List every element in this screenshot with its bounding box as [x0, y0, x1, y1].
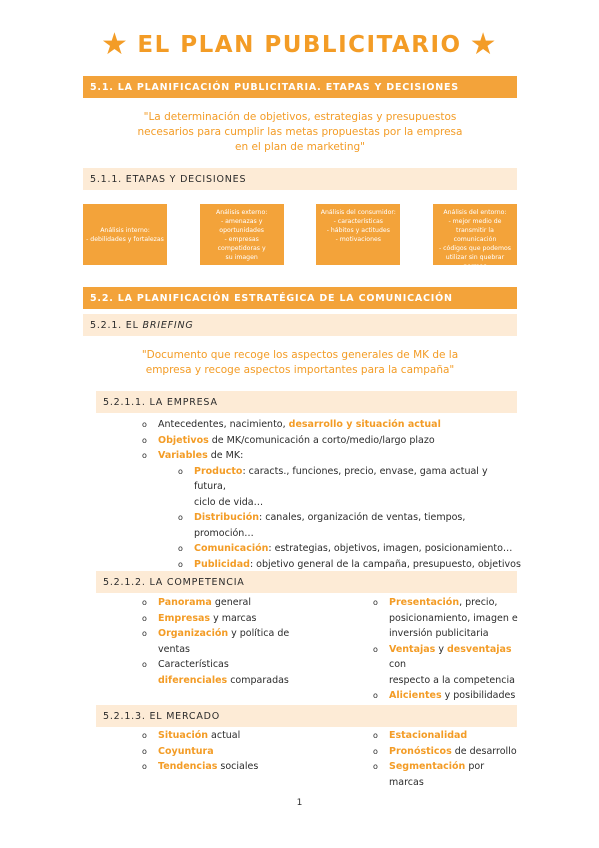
item-text: : estrategias, objetivos, imagen, posicionamiento…: [268, 543, 513, 554]
item-highlight: Panorama: [158, 597, 212, 608]
item-text: de MK/comunicación a corto/medio/largo plazo: [208, 434, 435, 446]
section-heading-5-2: [83, 287, 517, 309]
briefing-quote: [83, 348, 517, 378]
list-item: [373, 688, 521, 704]
competencia-list-right: [373, 595, 521, 704]
box-line: Análisis interno:: [100, 226, 150, 234]
quote-line: "Documento que recoge los aspectos generales de MK de la: [141, 349, 459, 361]
item-text: por marcas: [389, 761, 485, 788]
bullet-icon: o: [178, 466, 183, 476]
item-text: : objetivo general de la campaña, presupuesto, objetivos: [249, 558, 521, 570]
bullet-icon: o: [142, 660, 147, 669]
item-highlight: Coyuntura: [158, 745, 214, 757]
bullet-icon: o: [178, 513, 183, 522]
list-item: [373, 642, 521, 689]
item-text: y posibilidades: [441, 690, 516, 701]
list-item: [178, 510, 522, 541]
item-text: posicionamiento, imagen e: [389, 612, 518, 624]
list-item: [142, 626, 342, 657]
competencia-list-left: [142, 595, 342, 688]
item-text: ventas: [158, 643, 190, 655]
item-highlight: Organización: [158, 628, 229, 639]
item-highlight: Objetivos: [158, 434, 209, 446]
box-line: oportunidades: [219, 227, 265, 234]
box-line: transmitir la comunicación: [453, 227, 497, 243]
section-heading-text: 5.1. LA PLANIFICACIÓN PUBLICITARIA. ETAPAS Y DECISIONES: [90, 81, 459, 93]
bullet-icon: o: [178, 544, 183, 553]
item-highlight: Variables: [158, 450, 208, 461]
item-highlight: Pronósticos: [389, 745, 452, 757]
list-item: [142, 657, 342, 688]
item-highlight: Segmentación: [389, 761, 466, 772]
mercado-list-left: [142, 728, 342, 775]
item-highlight: Comunicación: [194, 543, 269, 554]
stage-box-external: [200, 204, 284, 265]
section-heading-5-1: [83, 76, 517, 98]
stage-box-internal: [83, 204, 167, 265]
list-item: [142, 728, 342, 744]
item-text: : caracts., funciones, precio, envase, gama actual y futura,: [194, 465, 488, 492]
box-line: - debilidades y fortalezas: [86, 235, 164, 243]
bullet-icon: o: [178, 559, 183, 569]
list-item: [142, 417, 522, 433]
list-item: [373, 759, 521, 790]
item-text: de MK:: [207, 450, 244, 461]
star-icon: ★: [469, 27, 498, 62]
item-text: Antecedentes, nacimiento,: [158, 419, 289, 430]
list-item: [373, 595, 521, 642]
bullet-icon: o: [373, 598, 378, 607]
box-line: Análisis externo:: [215, 209, 268, 216]
subsection-heading-text: 5.2.1.1. LA EMPRESA: [103, 396, 218, 408]
list-item: [142, 595, 342, 611]
bullet-icon: o: [142, 451, 147, 460]
bullet-icon: o: [373, 762, 378, 771]
bullet-icon: o: [142, 420, 147, 429]
list-item: [178, 541, 522, 557]
bullet-icon: o: [373, 691, 378, 700]
bullet-icon: o: [373, 746, 378, 756]
item-text: y marcas: [210, 612, 257, 624]
list-item: [142, 759, 342, 775]
list-item: [178, 464, 522, 511]
box-line: - amenazas y: [220, 218, 263, 225]
item-highlight: Alicientes: [389, 690, 442, 701]
definition-quote: [83, 110, 517, 155]
bullet-icon: o: [142, 629, 147, 638]
item-highlight: desventajas: [446, 643, 512, 655]
empresa-list: [142, 417, 522, 588]
box-line: - empresas competidoras y: [217, 236, 266, 252]
item-highlight: Ventajas: [389, 643, 436, 655]
subsection-heading-italic: BRIEFING: [142, 319, 194, 331]
list-item: [142, 448, 522, 464]
section-heading-text: 5.2. LA PLANIFICACIÓN ESTRATÉGICA DE LA COMUNICACIÓN: [90, 292, 453, 304]
subsection-heading-text: 5.2.1.2. LA COMPETENCIA: [103, 576, 245, 588]
stage-box-consumer: [316, 204, 400, 265]
box-line: Análisis del consumidor:: [320, 209, 396, 216]
page-title: [0, 27, 599, 62]
star-icon: ★: [101, 27, 130, 62]
subsection-heading-mercado: [96, 705, 517, 727]
item-text: inversión publicitaria: [389, 628, 489, 639]
page-number: 1: [296, 798, 303, 808]
box-line: - hábitos y actitudes: [326, 227, 390, 234]
list-item: [142, 744, 342, 760]
quote-line: en el plan de marketing": [235, 141, 365, 153]
subsection-heading-text: 5.2.1.3. EL MERCADO: [103, 710, 221, 722]
item-highlight: Tendencias: [158, 761, 218, 772]
variables-sublist: [178, 464, 522, 588]
item-highlight: Presentación: [389, 597, 460, 608]
item-text: sociales: [217, 761, 259, 772]
item-text: de desarrollo: [451, 745, 517, 757]
item-text: Características: [158, 659, 229, 670]
bullet-icon: o: [142, 435, 147, 445]
box-line: - mejor medio de: [448, 218, 502, 225]
list-item: [373, 744, 521, 760]
box-line: - motivaciones: [335, 236, 382, 243]
subsection-heading-empresa: [96, 391, 517, 413]
bullet-icon: o: [142, 613, 147, 623]
item-text: comparadas: [227, 674, 289, 686]
bullet-icon: o: [142, 598, 147, 607]
item-highlight: Estacionalidad: [389, 730, 468, 741]
stages-boxes: [83, 204, 517, 270]
item-text: ciclo de vida…: [194, 496, 264, 508]
item-text: general: [211, 597, 251, 608]
quote-line: empresa y recoge aspectos importantes para la campaña": [145, 364, 455, 376]
bullet-icon: o: [142, 762, 147, 771]
item-text: y: [435, 643, 447, 655]
bullet-icon: o: [373, 731, 378, 740]
subsection-heading-competencia: [96, 571, 517, 593]
item-highlight: Distribución: [194, 512, 260, 523]
quote-line: "La determinación de objetivos, estrategias y presupuestos: [143, 111, 457, 123]
item-highlight: Producto: [194, 465, 243, 477]
item-highlight: desarrollo y situación actual: [288, 419, 441, 430]
page-title-text: EL PLAN PUBLICITARIO: [137, 32, 462, 58]
item-text: respecto a la competencia: [389, 674, 515, 686]
list-item: [142, 433, 522, 449]
item-highlight: Empresas: [158, 612, 211, 624]
box-line: - códigos que podemos: [438, 245, 511, 252]
bullet-icon: o: [373, 644, 378, 654]
item-text: y política de: [228, 628, 290, 639]
mercado-list-right: [373, 728, 521, 790]
quote-line: necesarios para cumplir las metas propuestas por la empresa: [137, 126, 463, 138]
subsection-heading-text: 5.2.1. EL: [90, 319, 143, 331]
item-highlight: diferenciales: [158, 674, 228, 686]
subsection-heading-5-1-1: [83, 168, 517, 190]
list-item: [142, 611, 342, 627]
subsection-heading-text: 5.1.1. ETAPAS Y DECISIONES: [90, 173, 247, 185]
list-item: [373, 728, 521, 744]
bullet-icon: o: [142, 746, 147, 756]
subsection-heading-5-2-1: [83, 314, 517, 336]
item-highlight: Situación: [158, 730, 208, 741]
box-line: utilizar sin quebrar normas: [445, 254, 505, 270]
item-text: : canales, organización de ventas, tiempos, promoción…: [194, 512, 466, 539]
box-line: su imagen: [225, 254, 258, 261]
box-line: - características: [333, 218, 384, 225]
box-line: Análisis del entorno:: [443, 209, 507, 216]
stage-box-environment: [433, 204, 517, 270]
item-text: , precio,: [459, 597, 498, 608]
bullet-icon: o: [142, 731, 147, 740]
item-text: actual: [208, 730, 241, 741]
item-text: con: [389, 659, 407, 670]
item-highlight: Publicidad: [194, 558, 250, 570]
